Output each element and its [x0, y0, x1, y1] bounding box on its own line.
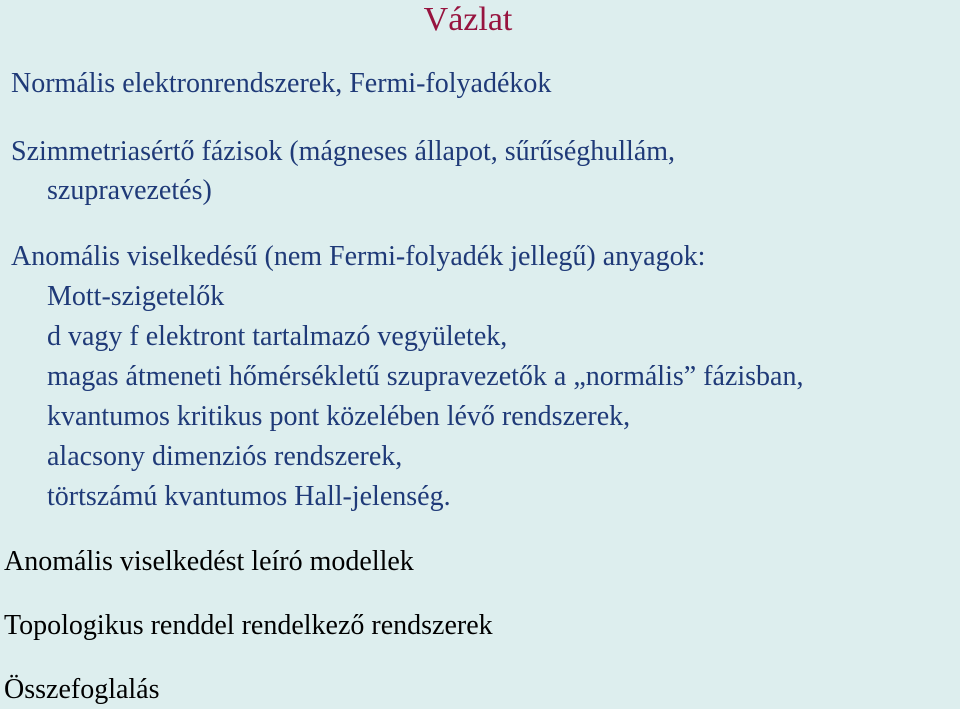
sub-item-low-dimensional-systems: alacsony dimenziós rendszerek,	[47, 441, 403, 472]
sub-item-d-f-electron-compounds: d vagy f elektront tartalmazó vegyületek,	[47, 321, 508, 352]
sub-item-high-tc-superconductors: magas átmeneti hőmérsékletű szupravezetők a „normális” fázisban,	[47, 361, 804, 392]
sub-item-mott-insulators: Mott-szigetelők	[47, 281, 225, 312]
page-title: Vázlat	[423, 1, 513, 38]
outline-item-fermi-liquids: Normális elektronrendszerek, Fermi-folyadékok	[11, 68, 552, 99]
sub-item-quantum-critical-point: kvantumos kritikus pont közelében lévő rendszerek,	[47, 401, 631, 432]
section-topological-order: Topologikus renddel rendelkező rendszerek	[4, 610, 493, 641]
sub-item-fractional-quantum-hall: törtszámú kvantumos Hall-jelenség.	[47, 481, 451, 512]
outline-item-anomalous-materials: Anomális viselkedésű (nem Fermi-folyadék jellegű) anyagok:	[11, 241, 706, 272]
outline-item-symmetry-breaking-continuation: szupravezetés)	[47, 175, 212, 206]
section-summary: Összefoglalás	[4, 674, 160, 705]
section-anomalous-models: Anomális viselkedést leíró modellek	[4, 546, 414, 577]
outline-item-symmetry-breaking: Szimmetriasértő fázisok (mágneses állapot, sűrűséghullám,	[11, 136, 676, 167]
